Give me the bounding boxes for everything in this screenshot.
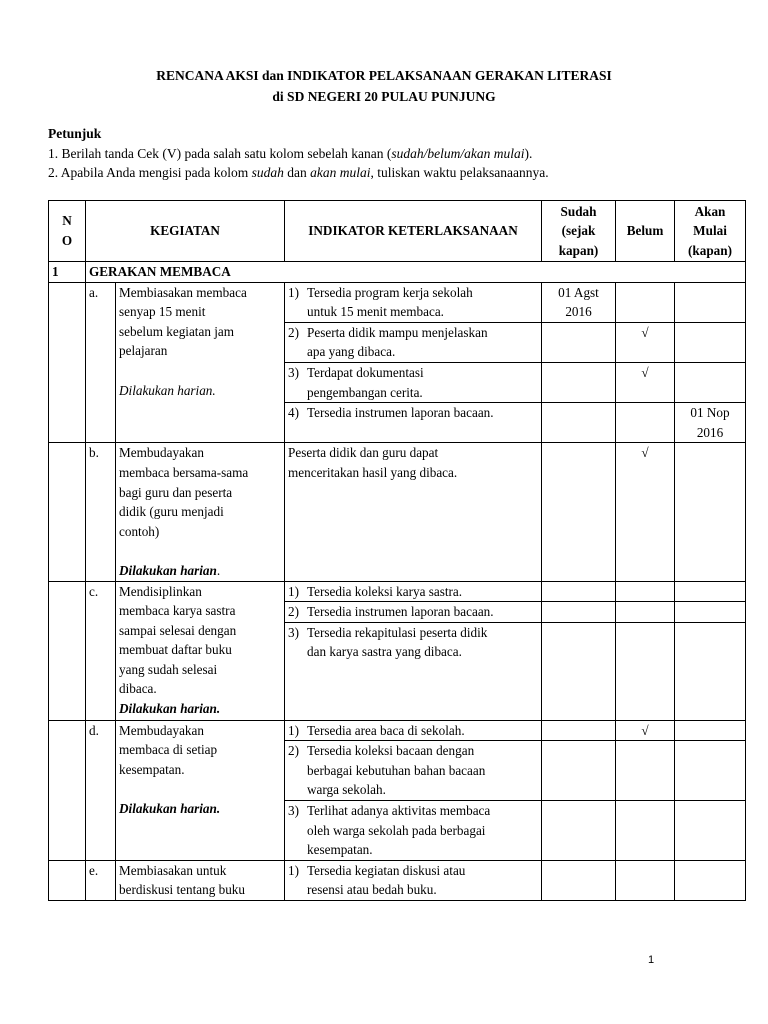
section-row bbox=[49, 262, 746, 283]
page-number: 1 bbox=[648, 954, 655, 966]
sudah-cell bbox=[542, 581, 616, 602]
akan-cell bbox=[675, 602, 746, 623]
table-row bbox=[49, 860, 746, 900]
akan-cell bbox=[675, 622, 746, 720]
section-title: GERAKAN MEMBACA bbox=[86, 262, 746, 283]
akan-cell bbox=[675, 860, 746, 900]
activity-frequency: Dilakukan harian. bbox=[119, 382, 216, 398]
indicator-cell: 2) Peserta didik mampu menjelaskan apa yang dibaca. bbox=[285, 322, 542, 362]
header-akan-mulai: Akan Mulai (kapan) bbox=[675, 201, 746, 262]
table-row bbox=[49, 581, 746, 602]
petunjuk-heading: Petunjuk bbox=[48, 126, 102, 141]
header-kegiatan: KEGIATAN bbox=[86, 201, 285, 262]
sudah-cell: 01 Agst 2016 bbox=[542, 282, 616, 322]
akan-cell bbox=[675, 720, 746, 741]
sudah-cell bbox=[542, 362, 616, 402]
sudah-cell bbox=[542, 602, 616, 623]
indicator-cell: 3) Terdapat dokumentasi pengembangan cerita. bbox=[285, 362, 542, 402]
belum-cell bbox=[616, 622, 675, 720]
activity-frequency: Dilakukan harian. bbox=[119, 562, 221, 578]
belum-cell bbox=[616, 860, 675, 900]
section-number: 1 bbox=[49, 262, 86, 283]
akan-cell bbox=[675, 282, 746, 322]
sudah-cell bbox=[542, 720, 616, 741]
belum-check: √ bbox=[616, 322, 675, 362]
akan-cell bbox=[675, 801, 746, 861]
belum-cell bbox=[616, 741, 675, 801]
sudah-cell bbox=[542, 322, 616, 362]
header-no: N O bbox=[49, 201, 86, 262]
akan-cell bbox=[675, 362, 746, 402]
header-indikator: INDIKATOR KETERLAKSANAAN bbox=[285, 201, 542, 262]
akan-cell: 01 Nop 2016 bbox=[675, 403, 746, 443]
activity-letter: d. bbox=[86, 720, 116, 860]
table-row bbox=[49, 282, 746, 322]
document-subtitle: di SD NEGERI 20 PULAU PUNJUNG bbox=[272, 89, 496, 104]
activity-frequency: Dilakukan harian. bbox=[119, 801, 221, 817]
document-title: RENCANA AKSI dan INDIKATOR PELAKSANAAN GERAKAN LITERASI bbox=[156, 68, 612, 83]
belum-cell bbox=[616, 581, 675, 602]
belum-cell bbox=[616, 801, 675, 861]
indicator-cell: Peserta didik dan guru dapat menceritakan hasil yang dibaca. bbox=[285, 443, 542, 581]
belum-cell bbox=[616, 602, 675, 623]
indicator-cell: 2) Tersedia koleksi bacaan dengan berbagai kebutuhan bahan bacaan warga sekolah. bbox=[285, 741, 542, 801]
belum-cell bbox=[616, 403, 675, 443]
akan-cell bbox=[675, 581, 746, 602]
indicator-cell: 4) Tersedia instrumen laporan bacaan. bbox=[285, 403, 542, 443]
indicator-cell: 1) Tersedia program kerja sekolah untuk 15 menit membaca. bbox=[285, 282, 542, 322]
belum-check: √ bbox=[616, 362, 675, 402]
petunjuk-item-2: 2. Apabila Anda mengisi pada kolom sudah dan akan mulai, tuliskan waktu pelaksanaannya. bbox=[48, 165, 549, 180]
header-sudah: Sudah (sejak kapan) bbox=[542, 201, 616, 262]
activity-kegiatan: Membudayakan membaca di setiap kesempatan. Dilakukan harian. bbox=[116, 720, 285, 860]
petunjuk-item-1: 1. Berilah tanda Cek (V) pada salah satu kolom sebelah kanan (sudah/belum/akan mulai). bbox=[48, 146, 533, 161]
activity-letter: b. bbox=[86, 443, 116, 581]
indicator-cell: 2) Tersedia instrumen laporan bacaan. bbox=[285, 602, 542, 623]
action-plan-table bbox=[48, 200, 746, 901]
activity-letter: a. bbox=[86, 282, 116, 443]
indicator-cell: 1) Tersedia area baca di sekolah. bbox=[285, 720, 542, 741]
table-row bbox=[49, 720, 746, 741]
belum-check: √ bbox=[616, 720, 675, 741]
indicator-cell: 3) Tersedia rekapitulasi peserta didik dan karya sastra yang dibaca. bbox=[285, 622, 542, 720]
sudah-cell bbox=[542, 403, 616, 443]
activity-kegiatan: Mendisiplinkan membaca karya sastra sampai selesai dengan membuat daftar buku yang sudah selesai dibaca. Dilakukan harian. bbox=[116, 581, 285, 720]
sudah-cell bbox=[542, 801, 616, 861]
sudah-cell bbox=[542, 443, 616, 581]
header-belum: Belum bbox=[616, 201, 675, 262]
table-header-row bbox=[49, 201, 746, 262]
activity-kegiatan: Membiasakan untuk berdiskusi tentang buku bbox=[116, 860, 285, 900]
activity-letter: c. bbox=[86, 581, 116, 720]
table-row bbox=[49, 443, 746, 581]
belum-check: √ bbox=[616, 443, 675, 581]
akan-cell bbox=[675, 443, 746, 581]
sudah-cell bbox=[542, 741, 616, 801]
activity-kegiatan: Membudayakan membaca bersama-sama bagi guru dan peserta didik (guru menjadi contoh) Dilakukan harian. bbox=[116, 443, 285, 581]
belum-cell bbox=[616, 282, 675, 322]
activity-kegiatan: Membiasakan membaca senyap 15 menit sebelum kegiatan jam pelajaran Dilakukan harian. bbox=[116, 282, 285, 443]
activity-frequency: Dilakukan harian. bbox=[119, 701, 221, 717]
indicator-cell: 1) Tersedia koleksi karya sastra. bbox=[285, 581, 542, 602]
activity-letter: e. bbox=[86, 860, 116, 900]
akan-cell bbox=[675, 322, 746, 362]
sudah-cell bbox=[542, 622, 616, 720]
akan-cell bbox=[675, 741, 746, 801]
sudah-cell bbox=[542, 860, 616, 900]
indicator-cell: 1) Tersedia kegiatan diskusi atau resensi atau bedah buku. bbox=[285, 860, 542, 900]
indicator-cell: 3) Terlihat adanya aktivitas membaca oleh warga sekolah pada berbagai kesempatan. bbox=[285, 801, 542, 861]
